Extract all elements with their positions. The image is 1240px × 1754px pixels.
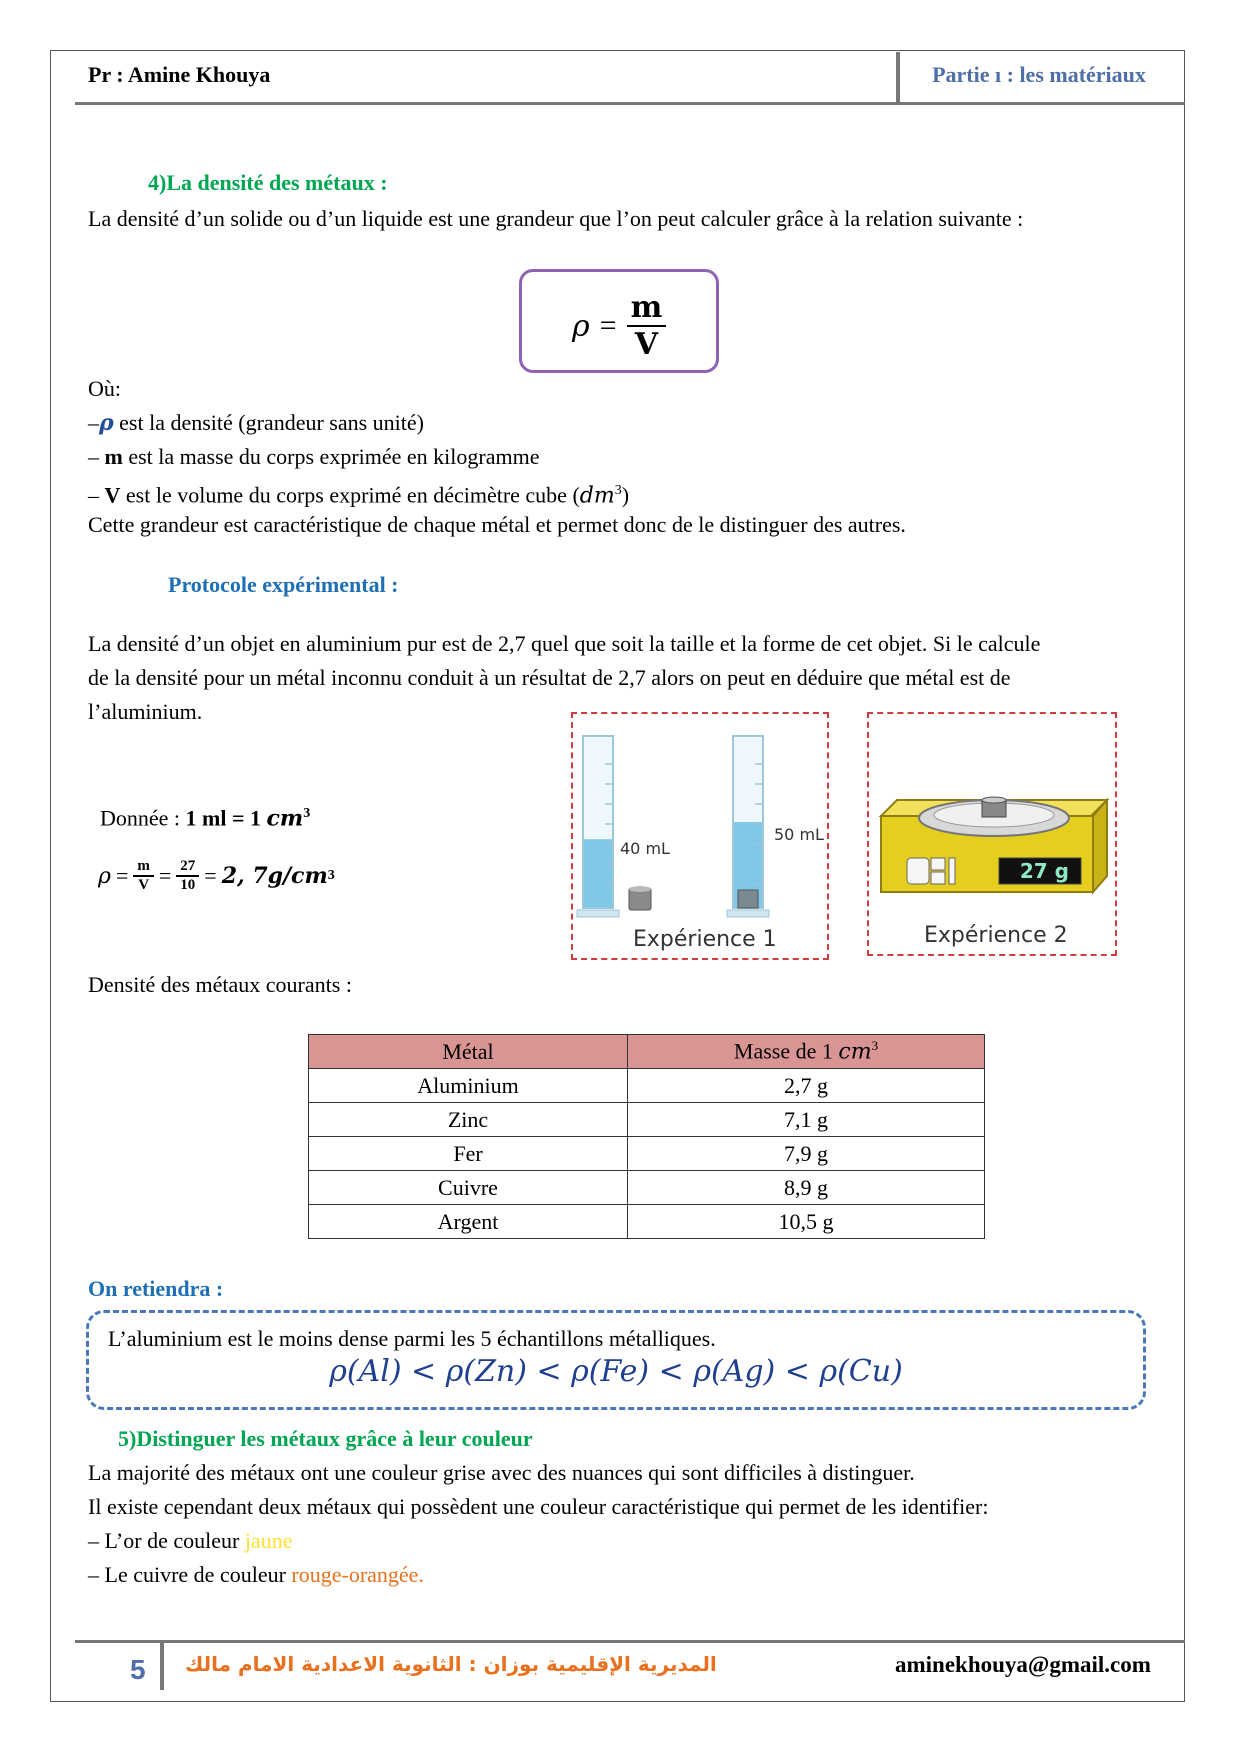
section4-intro: La densité d’un solide ou d’un liquide est une grandeur que l’on peut calculer grâce à la relation suivante : [88, 206, 1024, 231]
header-separator [896, 52, 900, 102]
density-calculation: ρ = $\frac{m}{V}$ = $\frac{27}{10}$ = 2, 7 g/cm 3 [98, 858, 335, 893]
section4-title: 4)La densité des métaux : [148, 170, 388, 195]
experiment1-figure [571, 712, 829, 960]
table-row: Aluminium 2,7 g [309, 1069, 985, 1103]
protocol-text-2: de la densité pour un métal inconnu conduit à un résultat de 2,7 alors on peut en déduire que métal est de [88, 665, 1011, 690]
footer-separator [160, 1642, 164, 1690]
footer-institution: المديرية الإقليمية بوزان : الثانوية الاعدادية الامام مالك [185, 1652, 717, 1676]
table-row: Fer 7,9 g [309, 1137, 985, 1171]
section5-line1: La majorité des métaux ont une couleur grise avec des nuances qui sont difficiles à distinguer. [88, 1460, 915, 1485]
volume-before-label: 40 mL [620, 839, 670, 858]
table-header-row [309, 1035, 985, 1069]
section5-line2: Il existe cependant deux métaux qui possèdent une couleur caractéristique qui permet de les identifier: [88, 1494, 989, 1519]
formula-equals: = [599, 309, 617, 342]
protocol-title: Protocole expérimental : [168, 572, 399, 597]
experiment2-label: Expérience 2 [924, 923, 1068, 948]
formula-denominator: V [634, 327, 659, 362]
scale-icon [869, 714, 1115, 954]
column-header-metal: Métal [309, 1035, 628, 1069]
page-number: 5 [130, 1654, 146, 1685]
volume-after-label: 50 mL [774, 825, 824, 844]
retain-text: L’aluminium est le moins dense parmi les 5 échantillons métalliques. [108, 1326, 716, 1351]
given-data: Donnée : 1 ml = 1 $cm^3$ [100, 805, 311, 832]
table-row: Zinc 7,1 g [309, 1103, 985, 1137]
section5-title: 5)Distinguer les métaux grâce à leur couleur [118, 1426, 533, 1451]
experiment1-label: Expérience 1 [633, 927, 777, 952]
density-inequality: ρ(Al) < ρ(Zn) < ρ(Fe) < ρ(Ag) < ρ(Cu) [329, 1354, 903, 1389]
where-label: Où: [88, 376, 121, 401]
definition-mass: – m est la masse du corps exprimée en kilogramme [88, 444, 540, 469]
gold-color-word: jaune [244, 1528, 293, 1553]
graduated-cylinders [573, 714, 827, 958]
gold-color-line: – L’or de couleur jaune [88, 1528, 293, 1553]
table-row: Cuivre 8,9 g [309, 1171, 985, 1205]
density-formula-box [519, 269, 719, 373]
scale-display: 27 g [1019, 859, 1069, 883]
experiment2-figure [867, 712, 1117, 956]
protocol-text-3: l’aluminium. [88, 699, 203, 724]
header-rule [75, 102, 1185, 105]
author-email[interactable]: aminekhouya@gmail.com [895, 1652, 1151, 1677]
formula-numerator: m [627, 290, 667, 327]
protocol-text-1: La densité d’un objet en aluminium pur est de 2,7 quel que soit la taille et la forme de cet objet. Si le calcule [88, 631, 1041, 656]
formula-rho: ρ [572, 308, 590, 344]
water-level [584, 839, 612, 907]
header-author: Pr : Amine Khouya [88, 62, 271, 87]
definition-volume: – V est le volume du corps exprimé en décimètre cube $(dm^3)$ [88, 482, 630, 509]
column-header-mass: Masse de 1 $cm^3$ [628, 1035, 985, 1069]
table-row: Argent 10,5 g [309, 1205, 985, 1239]
retain-title: On retiendra : [88, 1276, 224, 1301]
copper-color-word: rouge-orangée. [291, 1562, 424, 1587]
definition-rho: –ρ est la densité (grandeur sans unité) [88, 410, 424, 436]
footer-rule [75, 1640, 1185, 1643]
copper-color-line: – Le cuivre de couleur rouge-orangée. [88, 1562, 424, 1587]
header-part-title: Partie ı : les matériaux [932, 62, 1146, 87]
table-intro: Densité des métaux courants : [88, 972, 352, 997]
metals-density-table [308, 1034, 985, 1239]
section4-conclusion: Cette grandeur est caractéristique de chaque métal et permet donc de le distinguer des autres. [88, 512, 906, 537]
